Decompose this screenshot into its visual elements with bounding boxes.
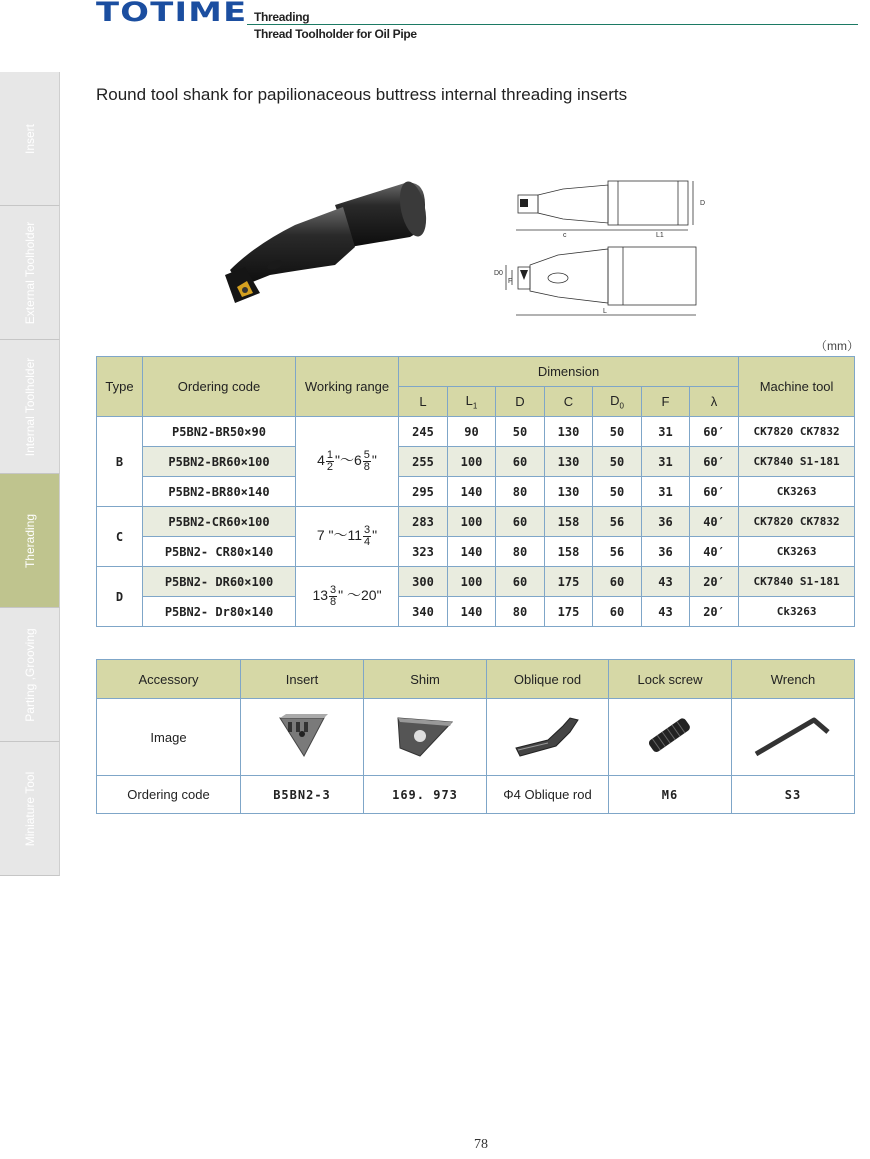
value-l: 295 <box>399 477 448 507</box>
value-lambda: 20′ <box>690 597 739 627</box>
accessory-table <box>96 659 855 814</box>
value-l: 323 <box>399 537 448 567</box>
header-divider <box>247 24 858 25</box>
page-number: 78 <box>474 1137 488 1152</box>
value-c: 130 <box>545 477 593 507</box>
sidebar <box>0 72 60 876</box>
value-f: 43 <box>642 567 690 597</box>
value-f: 31 <box>642 477 690 507</box>
header-c: C <box>545 387 593 417</box>
table-row <box>97 447 855 477</box>
value-lambda: 60′ <box>690 477 739 507</box>
value-lambda: 40′ <box>690 507 739 537</box>
working-range: 4 $\frac{1}{2}$ "～6 $\frac{5}{8}$ " <box>296 417 399 507</box>
ordering-code: P5BN2- Dr80×140 <box>143 597 296 627</box>
totime-logo: TOTIME <box>96 0 248 28</box>
table-row <box>97 597 855 627</box>
machine-tool: CK7820 CK7832 <box>739 507 855 537</box>
machine-tool: CK3263 <box>739 477 855 507</box>
wrench-image <box>732 699 855 776</box>
value-l1: 140 <box>448 537 496 567</box>
insert-icon <box>272 708 332 763</box>
insert-code: B5BN2-3 <box>241 776 364 814</box>
label-l: L <box>603 308 607 315</box>
value-f: 43 <box>642 597 690 627</box>
tab-threading[interactable]: Therading <box>0 474 60 608</box>
value-d: 80 <box>496 597 545 627</box>
value-l1: 90 <box>448 417 496 447</box>
oblique-rod-icon <box>508 708 588 763</box>
wrench-code: S3 <box>732 776 855 814</box>
value-c: 175 <box>545 567 593 597</box>
value-l: 340 <box>399 597 448 627</box>
header-oblique-rod: Oblique rod <box>487 660 609 699</box>
machine-tool: Ck3263 <box>739 597 855 627</box>
type-cell: B <box>97 417 143 507</box>
ordering-code: P5BN2-BR50×90 <box>143 417 296 447</box>
ordering-code-label: Ordering code <box>97 776 241 814</box>
value-l1: 100 <box>448 447 496 477</box>
page-title: Round tool shank for papilionaceous buttress internal threading inserts <box>96 85 628 104</box>
spec-table <box>96 356 855 627</box>
value-d: 80 <box>496 537 545 567</box>
lock-screw-image <box>609 699 732 776</box>
ordering-code: P5BN2-CR60×100 <box>143 507 296 537</box>
value-d0: 50 <box>593 477 642 507</box>
oblique-rod-code: Φ4 Oblique rod <box>487 776 609 814</box>
header-machine-tool: Machine tool <box>739 357 855 417</box>
label-d0: D0 <box>494 270 503 277</box>
lock-screw-icon <box>640 708 700 763</box>
ordering-code: P5BN2-BR60×100 <box>143 447 296 477</box>
value-l1: 100 <box>448 507 496 537</box>
value-f: 36 <box>642 507 690 537</box>
shim-code: 169. 973 <box>364 776 487 814</box>
machine-tool: CK3263 <box>739 537 855 567</box>
value-d: 50 <box>496 417 545 447</box>
working-range: 7 "～11 $\frac{3}{4}$ " <box>296 507 399 567</box>
value-c: 158 <box>545 507 593 537</box>
value-d: 60 <box>496 447 545 477</box>
value-d0: 60 <box>593 597 642 627</box>
ordering-code: P5BN2- CR80×140 <box>143 537 296 567</box>
label-c: c <box>563 232 567 239</box>
value-f: 36 <box>642 537 690 567</box>
header-dimension: Dimension <box>399 357 739 387</box>
header-f: F <box>642 387 690 417</box>
value-lambda: 60′ <box>690 417 739 447</box>
label-l1: L1 <box>656 232 664 239</box>
tab-external-toolholder[interactable]: External Toolholder <box>0 206 60 340</box>
header-insert: Insert <box>241 660 364 699</box>
value-l: 255 <box>399 447 448 477</box>
dimension-drawing <box>488 175 713 320</box>
header-lambda: λ <box>690 387 739 417</box>
machine-tool: CK7820 CK7832 <box>739 417 855 447</box>
value-lambda: 60′ <box>690 447 739 477</box>
value-d: 60 <box>496 507 545 537</box>
value-l1: 140 <box>448 477 496 507</box>
toolholder-photo <box>215 175 430 315</box>
value-d0: 56 <box>593 507 642 537</box>
wrench-icon <box>748 708 838 763</box>
header-d: D <box>496 387 545 417</box>
value-d0: 56 <box>593 537 642 567</box>
header-working-range: Working range <box>296 357 399 417</box>
tab-insert[interactable]: Insert <box>0 72 60 206</box>
subsection-title: Thread Toolholder for Oil Pipe <box>254 27 417 41</box>
shim-icon <box>390 708 460 763</box>
ordering-code: P5BN2-BR80×140 <box>143 477 296 507</box>
value-d0: 50 <box>593 417 642 447</box>
value-l: 300 <box>399 567 448 597</box>
value-l1: 140 <box>448 597 496 627</box>
header-accessory: Accessory <box>97 660 241 699</box>
shim-image <box>364 699 487 776</box>
value-d: 80 <box>496 477 545 507</box>
value-c: 175 <box>545 597 593 627</box>
header-l: L <box>399 387 448 417</box>
value-l: 283 <box>399 507 448 537</box>
value-d0: 60 <box>593 567 642 597</box>
header-l1: $L_1$ <box>448 387 496 417</box>
value-lambda: 40′ <box>690 537 739 567</box>
tab-internal-toolholder[interactable]: Internal Toolholder <box>0 340 60 474</box>
header-lock-screw: Lock screw <box>609 660 732 699</box>
value-l: 245 <box>399 417 448 447</box>
type-cell: D <box>97 567 143 627</box>
label-d: D <box>700 200 706 207</box>
value-f: 31 <box>642 447 690 477</box>
machine-tool: CK7840 S1-181 <box>739 567 855 597</box>
value-l1: 100 <box>448 567 496 597</box>
image-label: Image <box>97 699 241 776</box>
header-d0: $D_0$ <box>593 387 642 417</box>
table-row <box>97 507 855 537</box>
value-c: 130 <box>545 417 593 447</box>
tab-parting-grooving[interactable]: Parting ,Grooving <box>0 608 60 742</box>
insert-image <box>241 699 364 776</box>
ordering-code: P5BN2- DR60×100 <box>143 567 296 597</box>
header-type: Type <box>97 357 143 417</box>
value-lambda: 20′ <box>690 567 739 597</box>
machine-tool: CK7840 S1-181 <box>739 447 855 477</box>
value-d: 60 <box>496 567 545 597</box>
table-row <box>97 477 855 507</box>
unit-label: （mm） <box>815 339 859 353</box>
value-c: 158 <box>545 537 593 567</box>
table-row <box>97 567 855 597</box>
value-c: 130 <box>545 447 593 477</box>
lock-screw-code: M6 <box>609 776 732 814</box>
tab-miniature-tool[interactable]: Miniature Tool <box>0 742 60 876</box>
working-range: 13 $\frac{3}{8}$ " ～20" <box>296 567 399 627</box>
header-shim: Shim <box>364 660 487 699</box>
oblique-rod-image <box>487 699 609 776</box>
value-f: 31 <box>642 417 690 447</box>
table-row <box>97 417 855 447</box>
section-title: Threading <box>254 10 310 24</box>
type-cell: C <box>97 507 143 567</box>
header-wrench: Wrench <box>732 660 855 699</box>
label-f: F <box>508 278 513 285</box>
table-row <box>97 537 855 567</box>
value-d0: 50 <box>593 447 642 477</box>
header-ordering-code: Ordering code <box>143 357 296 417</box>
